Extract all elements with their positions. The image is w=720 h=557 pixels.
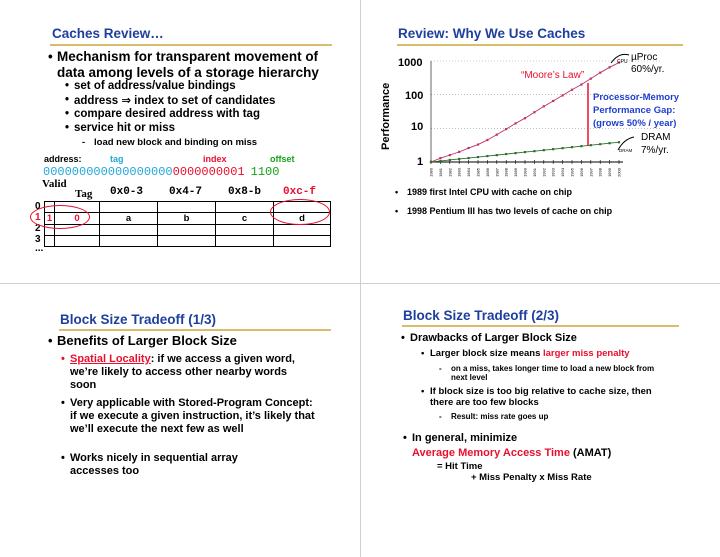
cpu-data-point — [468, 147, 470, 149]
dram-data-point — [618, 141, 620, 143]
dram-label: DRAM 7%/yr. — [641, 132, 671, 156]
dram-data-point — [496, 154, 498, 156]
x-tick-label: 1997 — [588, 168, 594, 177]
x-tick-label: 1999 — [607, 168, 613, 177]
dram-data-point — [458, 158, 460, 160]
dram-series-tag: DRAM — [619, 148, 633, 153]
dram-data-point — [599, 143, 601, 145]
tag-field-label: tag — [110, 154, 124, 164]
cpu-data-point — [580, 83, 582, 85]
data-b: b — [158, 213, 216, 225]
sub-bullet-sequential: • Works nicely in sequential array accesses too — [61, 452, 238, 477]
x-tick-label: 1992 — [541, 168, 547, 177]
x-tick-label: 1987 — [494, 168, 500, 177]
dram-data-point — [552, 148, 554, 150]
y-axis-label: Performance — [380, 82, 392, 150]
bullet-1998: • 1998 Pentium III has two levels of cache on chip — [395, 206, 613, 216]
sub-bullet-too-few-blocks: • If block size is too big relative to cache size, then there are too few blocks — [421, 386, 652, 409]
x-tick-label: 1995 — [569, 168, 575, 177]
column-head-2: 0x8-b — [228, 186, 262, 198]
dram-data-point — [580, 145, 582, 147]
dram-data-point — [524, 151, 526, 153]
sub-bullet-address: • address ⇒ index to set of candidates — [65, 93, 276, 107]
sub-bullet-compare: • compare desired address with tag — [65, 108, 260, 120]
x-tick-label: 1986 — [484, 168, 490, 177]
detail-miss-rate: - Result: miss rate goes up — [439, 412, 549, 421]
cpu-data-point — [515, 122, 517, 124]
slide-block-size-2 — [361, 284, 720, 557]
sub-bullet-miss-penalty: • Larger block size means larger miss penalty — [421, 348, 630, 359]
cpu-data-point — [571, 89, 573, 91]
row-index-2: 2 — [35, 223, 41, 234]
cpu-data-point — [543, 105, 545, 107]
x-tick-label: 1990 — [522, 168, 528, 177]
y-tick-1: 1 — [417, 156, 424, 168]
data-d: d — [274, 213, 331, 225]
x-tick-label: 1991 — [531, 168, 537, 177]
table-row — [45, 225, 331, 236]
x-tick-label: 1980 — [428, 168, 434, 177]
cpu-data-point — [533, 111, 535, 113]
gap-annotation: Processor-Memory Performance Gap: (grows 50% / year) — [593, 92, 680, 129]
cpu-data-point — [562, 94, 564, 96]
x-tick-label: 1996 — [578, 168, 584, 177]
x-tick-label: 1989 — [513, 168, 519, 177]
sub-bullet-service: • service hit or miss — [65, 122, 175, 134]
index-field-label: index — [203, 154, 227, 164]
bullet-1989: • 1989 first Intel CPU with cache on chip — [395, 187, 573, 197]
dram-data-point — [562, 147, 564, 149]
x-tick-label: 1998 — [597, 168, 603, 177]
row-index-0: 0 — [35, 201, 41, 212]
table-row — [45, 236, 331, 247]
x-tick-label: 1982 — [447, 168, 453, 177]
cpu-data-point — [505, 128, 507, 130]
x-tick-label: 2000 — [616, 168, 622, 177]
sub-sub-bullet-load: - load new block and binding on miss — [82, 137, 258, 148]
detail-miss-penalty: - on a miss, takes longer time to load a new block from next level — [439, 364, 655, 383]
address-bits — [43, 165, 279, 179]
slide-block-size-1 — [0, 284, 360, 557]
dram-data-point — [590, 144, 592, 146]
dram-data-point — [515, 152, 517, 154]
address-label: address: — [44, 154, 82, 164]
main-bullet: • Drawbacks of Larger Block Size — [401, 332, 577, 344]
data-a: a — [100, 213, 158, 225]
dram-data-point — [571, 146, 573, 148]
tag-value: 0 — [55, 213, 100, 225]
column-head-3: 0xc-f — [283, 186, 317, 198]
highlight-oval-tag — [30, 205, 90, 229]
row-index-3: 3 — [35, 234, 41, 245]
cpu-series-tag: CPU — [617, 59, 628, 65]
cpu-data-point — [599, 72, 601, 74]
dram-data-point — [609, 142, 611, 144]
tag-column-label: Tag — [75, 188, 93, 200]
dram-data-point — [505, 153, 507, 155]
dram-data-point — [543, 149, 545, 151]
slide-title: Block Size Tradeoff (1/3) — [60, 312, 217, 327]
y-tick-1000: 1000 — [398, 57, 423, 69]
uproc-label: µProc 60%/yr. — [631, 52, 665, 75]
offset-bits: 1100 — [250, 165, 280, 179]
slide-title: Review: Why We Use Caches — [398, 26, 586, 41]
cpu-data-point — [439, 157, 441, 159]
slide-title: Caches Review… — [52, 26, 164, 41]
row-index-1: 1 — [35, 212, 41, 223]
valid-bit: 1 — [45, 213, 55, 225]
x-tick-label: 1981 — [437, 168, 443, 177]
dram-data-point — [430, 161, 432, 163]
dram-data-point — [533, 150, 535, 152]
slide-caches-review — [0, 0, 360, 283]
dram-data-point — [477, 156, 479, 158]
y-tick-100: 100 — [405, 90, 424, 102]
slide-title: Block Size Tradeoff (2/3) — [403, 308, 560, 323]
dram-data-point — [468, 157, 470, 159]
dram-data-point — [439, 160, 441, 162]
offset-field-label: offset — [270, 154, 295, 164]
cpu-data-point — [552, 100, 554, 102]
x-tick-label: 1983 — [456, 168, 462, 177]
y-tick-10: 10 — [411, 121, 424, 133]
valid-label: Valid — [42, 178, 67, 190]
sub-bullet-bindings: • set of address/value bindings — [65, 80, 236, 92]
cpu-data-point — [449, 154, 451, 156]
sub-bullet-stored-program: • Very applicable with Stored-Program Concept: if we execute a given instruction, it’s likely that we’ll execute the next few as well — [61, 397, 315, 435]
amat-hit-time: = Hit Time — [437, 461, 483, 472]
cpu-data-point — [458, 151, 460, 153]
cpu-data-point — [524, 117, 526, 119]
tag-bits: 000000000000000000 — [43, 165, 173, 179]
x-tick-label: 1985 — [475, 168, 481, 177]
amat-miss-term: + Miss Penalty x Miss Rate — [471, 472, 592, 483]
main-bullet: • Mechanism for transparent movement of data among levels of a storage hierarchy — [48, 49, 319, 80]
data-c: c — [216, 213, 274, 225]
highlight-oval-data — [270, 199, 330, 225]
main-bullet-amat: • In general, minimize Average Memory Access Time (AMAT) — [403, 432, 612, 459]
x-tick-label: 1988 — [503, 168, 509, 177]
sub-bullet-spatial: • Spatial Locality: if we access a given word, we’re likely to access other nearby words soon — [61, 353, 295, 391]
x-tick-label: 1993 — [550, 168, 556, 177]
slide-why-caches — [361, 0, 720, 283]
column-head-1: 0x4-7 — [169, 186, 203, 198]
cpu-data-point — [609, 66, 611, 68]
title-underline — [50, 44, 332, 46]
dram-data-point — [486, 155, 488, 157]
main-bullet: • Benefits of Larger Block Size — [48, 333, 237, 348]
x-tick-label: 1984 — [466, 168, 472, 177]
row-index-more: ... — [35, 243, 44, 254]
title-underline — [402, 325, 679, 327]
title-underline — [59, 329, 331, 331]
cpu-data-point — [590, 78, 592, 80]
arrow-icon: ⇒ — [121, 93, 131, 107]
moores-law-label: “Moore’s Law” — [521, 70, 585, 81]
column-head-0: 0x0-3 — [110, 186, 144, 198]
dram-data-point — [449, 159, 451, 161]
index-bits: 0000000001 — [172, 165, 245, 179]
cpu-data-point — [477, 143, 479, 145]
cpu-data-point — [486, 139, 488, 141]
cpu-data-point — [496, 134, 498, 136]
x-tick-label: 1994 — [560, 168, 566, 177]
